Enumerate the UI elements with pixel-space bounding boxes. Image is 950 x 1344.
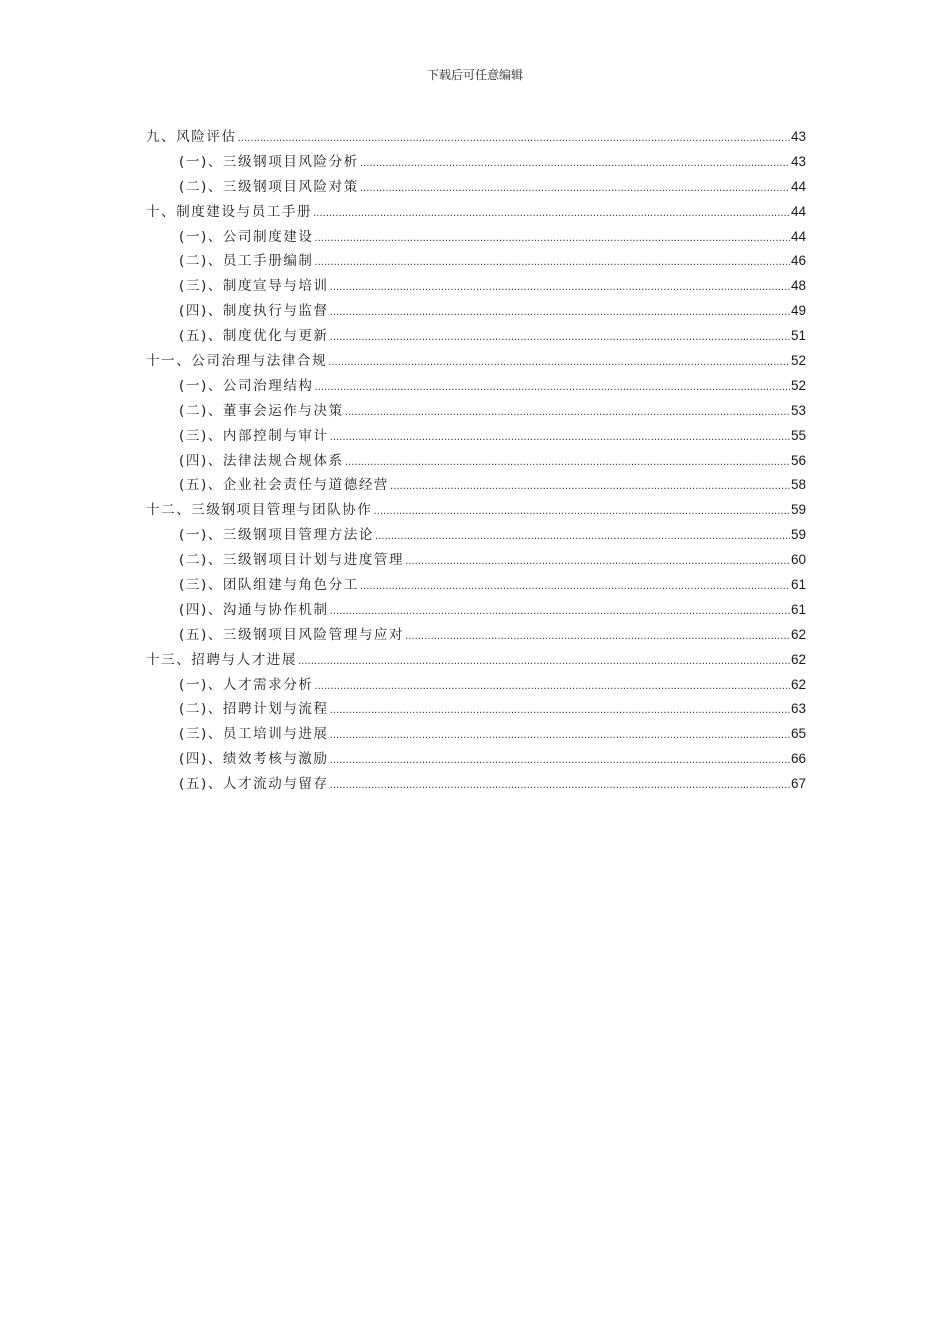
- toc-entry-label: (四)、制度执行与监督: [179, 303, 329, 320]
- toc-page-number: 46: [790, 253, 806, 269]
- toc-dot-leader: [315, 681, 790, 692]
- toc-chapter-entry[interactable]: [146, 125, 806, 150]
- toc-section-entry[interactable]: [146, 399, 806, 424]
- toc-section-entry[interactable]: [146, 150, 806, 175]
- toc-dot-leader: [330, 730, 790, 741]
- toc-entry-label: (二)、招聘计划与流程: [179, 701, 329, 718]
- toc-entry-label: (一)、三级钢项目风险分析: [179, 153, 359, 170]
- toc-entry-label: (五)、人才流动与留存: [179, 776, 329, 793]
- toc-section-entry[interactable]: [146, 722, 806, 747]
- toc-page-number: 62: [790, 676, 806, 692]
- toc-section-entry[interactable]: [146, 324, 806, 349]
- toc-section-entry[interactable]: [146, 747, 806, 772]
- toc-page-number: 62: [790, 626, 806, 642]
- toc-chapter-entry[interactable]: [146, 498, 806, 523]
- toc-entry-label: (五)、制度优化与更新: [179, 328, 329, 345]
- toc-entry-label: 十一、公司治理与法律合规: [146, 353, 328, 370]
- toc-entry-label: (一)、公司治理结构: [179, 377, 314, 394]
- toc-entry-label: (三)、团队组建与角色分工: [179, 577, 359, 594]
- toc-entry-label: (一)、人才需求分析: [179, 676, 314, 693]
- toc-section-entry[interactable]: [146, 573, 806, 598]
- toc-dot-leader: [330, 307, 790, 318]
- toc-chapter-entry[interactable]: [146, 200, 806, 225]
- toc-entry-label: (四)、沟通与协作机制: [179, 601, 329, 618]
- toc-page-number: 43: [790, 129, 806, 144]
- toc-dot-leader: [345, 457, 790, 468]
- toc-section-entry[interactable]: [146, 299, 806, 324]
- toc-entry-label: (二)、三级钢项目风险对策: [179, 178, 359, 195]
- toc-section-entry[interactable]: [146, 424, 806, 449]
- toc-page-number: 62: [790, 651, 806, 667]
- toc-section-entry[interactable]: [146, 523, 806, 548]
- toc-entry-label: (四)、绩效考核与激励: [179, 751, 329, 768]
- toc-section-entry[interactable]: [146, 449, 806, 474]
- toc-entry-label: (五)、企业社会责任与道德经营: [179, 477, 390, 494]
- toc-dot-leader: [360, 158, 790, 169]
- toc-chapter-entry[interactable]: [146, 349, 806, 374]
- toc-page-number: 53: [790, 402, 806, 418]
- toc-dot-leader: [315, 257, 790, 268]
- toc-section-entry[interactable]: [146, 772, 806, 797]
- toc-dot-leader: [315, 233, 790, 244]
- toc-section-entry[interactable]: [146, 697, 806, 722]
- toc-entry-label: (三)、制度宣导与培训: [179, 278, 329, 295]
- toc-chapter-entry[interactable]: [146, 648, 806, 673]
- toc-dot-leader: [328, 357, 790, 368]
- toc-dot-leader: [330, 432, 790, 443]
- toc-page-number: 44: [790, 178, 806, 194]
- toc-section-entry[interactable]: [146, 548, 806, 573]
- toc-section-entry[interactable]: [146, 673, 806, 698]
- toc-page-number: 43: [790, 153, 806, 169]
- toc-dot-leader: [238, 133, 790, 144]
- toc-dot-leader: [360, 581, 790, 592]
- toc-page-number: 60: [790, 552, 806, 568]
- toc-dot-leader: [298, 656, 790, 667]
- toc-page-number: 48: [790, 278, 806, 294]
- toc-dot-leader: [330, 606, 790, 617]
- toc-page-number: 58: [790, 477, 806, 493]
- toc-entry-label: 十三、招聘与人才进展: [146, 651, 297, 668]
- toc-entry-label: (一)、三级钢项目管理方法论: [179, 527, 374, 544]
- toc-page-number: 61: [790, 601, 806, 617]
- toc-dot-leader: [315, 382, 790, 393]
- toc-entry-label: (二)、董事会运作与决策: [179, 402, 344, 419]
- toc-dot-leader: [405, 556, 790, 567]
- page-header: 下载后可任意编辑: [426, 68, 523, 82]
- toc-page-number: 44: [790, 203, 806, 219]
- toc-dot-leader: [313, 208, 790, 219]
- toc-page-number: 56: [790, 452, 806, 468]
- toc-dot-leader: [330, 705, 790, 716]
- toc-entry-label: (二)、三级钢项目计划与进度管理: [179, 552, 405, 569]
- toc-page-number: 44: [790, 228, 806, 244]
- toc-entry-label: (五)、三级钢项目风险管理与应对: [179, 626, 405, 643]
- toc-entry-label: (一)、公司制度建设: [179, 228, 314, 245]
- toc-section-entry[interactable]: [146, 249, 806, 274]
- toc-dot-leader: [330, 282, 790, 293]
- toc-page-number: 67: [790, 776, 806, 792]
- toc-section-entry[interactable]: [146, 623, 806, 648]
- toc-page-number: 63: [790, 701, 806, 717]
- toc-section-entry[interactable]: [146, 274, 806, 299]
- toc-dot-leader: [330, 755, 790, 766]
- toc-entry-label: (二)、员工手册编制: [179, 253, 314, 270]
- toc-dot-leader: [330, 332, 790, 343]
- toc-section-entry[interactable]: [146, 473, 806, 498]
- toc-page-number: 65: [790, 726, 806, 742]
- toc-page-number: 59: [790, 527, 806, 543]
- toc-page-number: 49: [790, 303, 806, 319]
- toc-dot-leader: [390, 481, 790, 492]
- toc-entry-label: 十二、三级钢项目管理与团队协作: [146, 502, 373, 519]
- toc-page-number: 66: [790, 751, 806, 767]
- toc-dot-leader: [374, 506, 790, 517]
- toc-page-number: 55: [790, 427, 806, 443]
- toc-section-entry[interactable]: [146, 598, 806, 623]
- toc-section-entry[interactable]: [146, 175, 806, 200]
- toc-page-number: 52: [790, 377, 806, 393]
- toc-entry-label: 九、风险评估: [146, 129, 237, 145]
- toc-page-number: 61: [790, 577, 806, 593]
- toc-dot-leader: [375, 531, 790, 542]
- toc-section-entry[interactable]: [146, 225, 806, 250]
- toc-entry-label: (三)、员工培训与进展: [179, 726, 329, 743]
- toc-page-number: 59: [790, 502, 806, 518]
- toc-section-entry[interactable]: [146, 374, 806, 399]
- table-of-contents: [146, 125, 806, 797]
- toc-entry-label: (四)、法律法规合规体系: [179, 452, 344, 469]
- toc-entry-label: (三)、内部控制与审计: [179, 427, 329, 444]
- toc-dot-leader: [360, 183, 790, 194]
- toc-dot-leader: [330, 780, 790, 791]
- toc-entry-label: 十、制度建设与员工手册: [146, 203, 313, 220]
- toc-dot-leader: [405, 631, 790, 642]
- toc-page-number: 51: [790, 328, 806, 344]
- toc-dot-leader: [345, 407, 790, 418]
- toc-page-number: 52: [790, 353, 806, 369]
